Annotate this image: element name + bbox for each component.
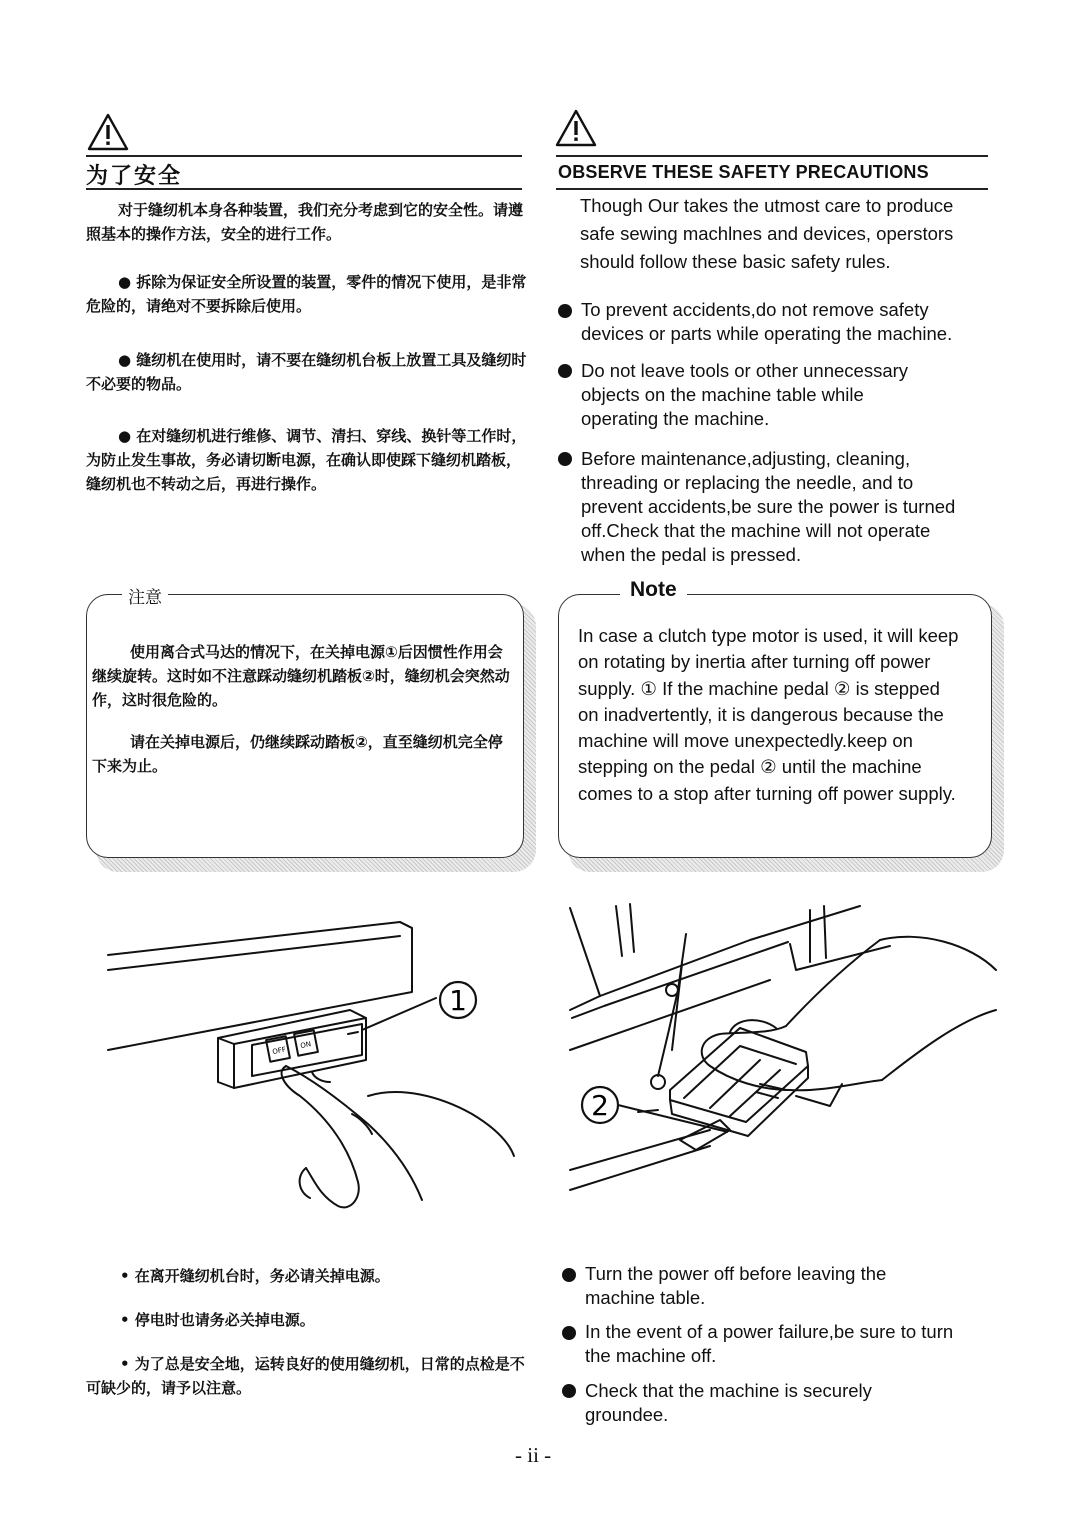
switch-on-label: ON	[299, 1040, 312, 1051]
callout-2-label: 2	[591, 1089, 609, 1122]
left-note-label: 注意	[122, 583, 168, 608]
right-bottom-bullet-2: In the event of a power failure,be sure to turn the machine off.	[585, 1321, 954, 1366]
right-bottom-bullet-1: Turn the power off before leaving the machine table.	[585, 1263, 887, 1308]
left-note-para-1: 使用离合式马达的情况下，在关掉电源①后因惯性作用会继续旋转。这时如不注意踩动缝纫机踏板②时，缝纫机会突然动作，这时很危险的。	[92, 643, 510, 709]
right-bullet-2: Do not leave tools or other unnecessary objects on the machine table while operating the machine.	[581, 360, 909, 429]
switch-off-label: OFF	[271, 1045, 287, 1057]
right-bottom-dot-3	[562, 1384, 576, 1398]
warning-triangle-icon	[86, 112, 130, 152]
right-bottom-dot-1	[562, 1268, 576, 1282]
left-bottom-bullet-3: • 为了总是安全地，运转良好的使用缝纫机，日常的点检是不可缺少的，请予以注意。	[86, 1355, 525, 1397]
right-heading-rule-bottom	[556, 188, 988, 190]
right-bottom-dot-2	[562, 1326, 576, 1340]
right-bullet-dot-2	[558, 364, 572, 378]
warning-triangle-icon	[554, 108, 598, 148]
left-intro: 对于缝纫机本身各种装置，我们充分考虑到它的安全性。请遵照基本的操作方法，安全的进行工作。	[86, 201, 524, 243]
right-note-label: Note	[620, 578, 687, 602]
right-bottom-bullet-3: Check that the machine is securely groundee.	[585, 1380, 872, 1425]
left-bottom-bullet-1: • 在离开缝纫机台时，务必请关掉电源。	[120, 1267, 390, 1285]
left-bullet-2: ● 缝纫机在使用时，请不要在缝纫机台板上放置工具及缝纫时不必要的物品。	[86, 351, 527, 393]
right-intro: Though Our takes the utmost care to produce safe sewing machlnes and devices, operstors should follow these basic safety rules.	[580, 195, 954, 272]
page-number: - ii -	[515, 1443, 552, 1467]
right-bullet-dot-1	[558, 304, 572, 318]
callout-1-label: 1	[449, 984, 467, 1017]
left-note-box	[86, 594, 524, 858]
left-heading: 为了安全	[86, 164, 183, 189]
right-note-text: In case a clutch type motor is used, it will keep on rotating by inertia after turning off power supply. ① If the machine pedal ② is stepped on inadvertently, it is dangerous because the machine will move unexpectedly.keep on stepping on the pedal ② until the machine comes to a stop after turning off power supply.	[578, 625, 959, 804]
left-note-para-2: 请在关掉电源后，仍继续踩动踏板②，直至缝纫机完全停下来为止。	[92, 733, 503, 775]
right-heading-rule-top	[556, 155, 988, 157]
left-bottom-bullet-2: • 停电时也请务必关掉电源。	[120, 1311, 315, 1329]
power-switch-illustration	[100, 900, 540, 1230]
right-bullet-3: Before maintenance,adjusting, cleaning, threading or replacing the needle, and to prevent accidents,be sure the power is turned off.Check that the machine will not operate when the pedal is pressed.	[581, 448, 956, 565]
left-bullet-3: ● 在对缝纫机进行维修、调节、清扫、穿线、换针等工作时，为防止发生事故，务必请切断电源，在确认即使踩下缝纫机踏板，缝纫机也不转动之后，再进行操作。	[86, 427, 527, 493]
foot-pedal-illustration	[560, 900, 1000, 1230]
right-bullet-dot-3	[558, 452, 572, 466]
left-heading-rule-bottom	[86, 188, 522, 190]
left-heading-rule-top	[86, 155, 522, 157]
right-heading: OBSERVE THESE SAFETY PRECAUTIONS	[558, 162, 929, 182]
left-bullet-1: ● 拆除为保证安全所设置的装置，零件的情况下使用，是非常危险的，请绝对不要拆除后使用。	[86, 273, 527, 315]
right-bullet-1: To prevent accidents,do not remove safety devices or parts while operating the machine.	[581, 299, 953, 344]
